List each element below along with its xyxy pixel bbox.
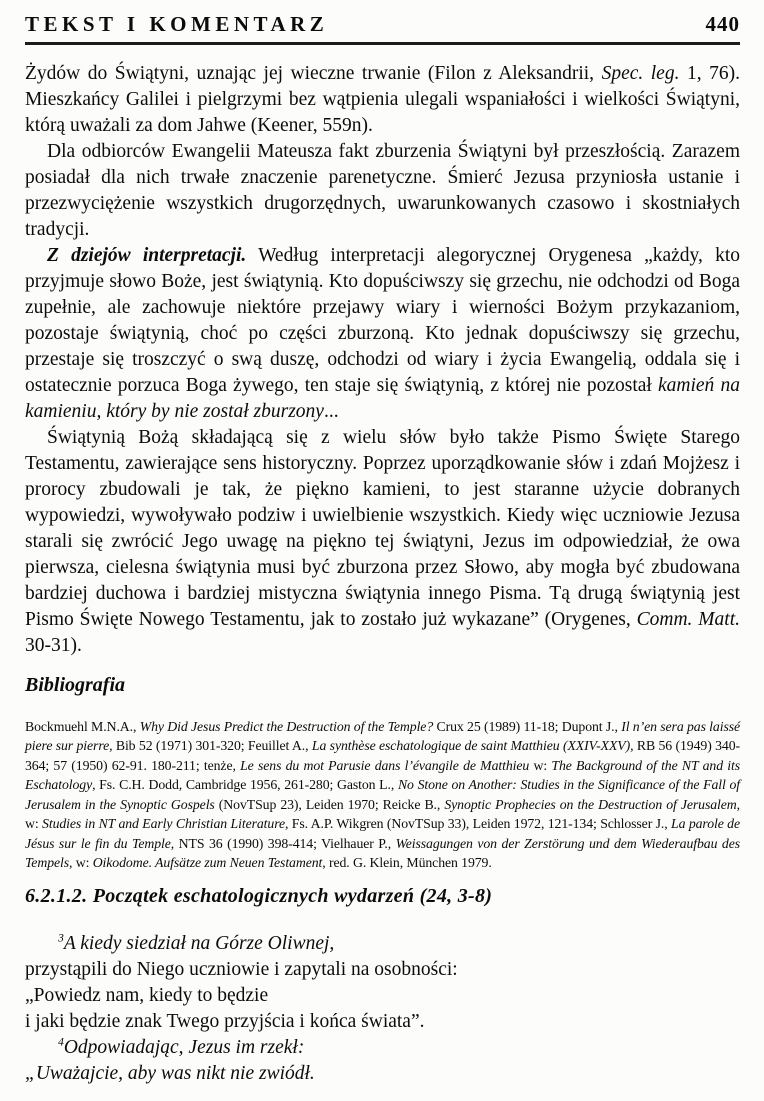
running-header — [25, 12, 740, 36]
commentary-paragraph: Żydów do Świątyni, uznając jej wieczne trwanie (Filon z Aleksandrii, Spec. leg. 1, 76). Mieszkańcy Galilei i pielgrzymi bez wątpienia ulegali wspaniałości i wielkości Świątyni, którą uważali za dom Jahwe (Keener, 559n). — [25, 62, 740, 136]
commentary-paragraph: Świątynią Bożą składającą się z wielu słów było także Pismo Święte Starego Testamentu, zawierające sens historyczny. Poprzez uporządkowanie słów i zdań Mojżesz i prorocy zbudowali je tak, że piękno kamieni, to jest staranne użycie dobranych wypowiedzi, wywoływało podziw i uwielbienie wszystkich. Kiedy więc uczniowie Jezusa starali się zwrócić Jego uwagę na piękno tej świątyni, Jezus im odpowiedział, że owa pierwsza, cielesna świątynia musi być zburzona przez Słowo, aby mogła być zbudowana bardziej duchowa i bardziej mistyczna świątynia innego Pisma. Tą drugą świątynią jest Pismo Święte Nowego Testamentu, jak to zostało już wykazane” (Orygenes, Comm. Matt. 30-31). — [25, 426, 741, 656]
verse-line: $^4$Odpowiadając, Jezus im rzekł: — [58, 1035, 305, 1058]
verse-line: „Powiedz nam, kiedy to będzie — [25, 984, 269, 1006]
commentary-body — [25, 61, 740, 659]
scripture-verses — [25, 931, 740, 1087]
verse-line: i jaki będzie znak Twego przyjścia i końca świata”. — [25, 1010, 425, 1032]
bibliography-heading: Bibliografia — [25, 673, 126, 696]
verse-line: $^3$A kiedy siedział na Górze Oliwnej, — [58, 931, 335, 954]
running-header-title: TEKST I KOMENTARZ — [25, 12, 329, 36]
commentary-paragraph: Dla odbiorców Ewangelii Mateusza fakt zburzenia Świątyni był przeszłością. Zarazem posiadał dla nich trwałe znaczenie parenetyczne. Śmierć Jezusa przyniosła ustanie i przezwyciężenie wszystkich drugorzędnych, uwarunkowanych czasowo i skostniałych tradycji. — [25, 140, 740, 240]
header-rule — [25, 42, 740, 45]
section-heading: 6.2.1.2. Początek eschatologicznych wydarzeń (24, 3-8) — [25, 884, 493, 907]
verse-line: przystąpili do Niego uczniowie i zapytali na osobności: — [25, 958, 458, 980]
bibliography-text: Bockmuehl M.N.A., Why Did Jesus Predict the Destruction of the Temple? Crux 25 (1989) 11-18; Dupont J., Il n’en sera pas laissé piere sur pierre, Bib 52 (1971) 301-320; Feuillet A., La synthèse eschatologique de saint Matthieu (XXIV-XXV), RB 56 (1949) 340-364; 57 (1950) 62-91. 180-211; tenże, Le sens du mot Parusie dans l’évangile de Matthieu w: The Background of the NT and its Eschatology, Fs. C.H. Dodd, Cambridge 1956, 261-280; Gaston L., No Stone on Another: Studies in the Significance of the Fall of Jerusalem in the Synoptic Gospels (NovTSup 23), Leiden 1970; Reicke B., Synoptic Prophecies on the Destruction of Jerusalem, w: Studies in NT and Early Christian Literature, Fs. A.P. Wikgren (NovTSup 33), Leiden 1972, 121-134; Schlosser J., La parole de Jésus sur le fin du Temple, NTS 36 (1990) 398-414; Vielhauer P., Weissagungen von der Zerstörung und dem Wiederaufbau des Tempels, w: Oikodome. Aufsätze zum Neuen Testament, red. G. Klein, München 1979. — [25, 718, 741, 870]
commentary-paragraph: Z dziejów interpretacji. Według interpretacji alegorycznej Orygenesa „każdy, kto przyjmuje słowo Boże, jest świątynią. Kto dopuściwszy się grzechu, nie odchodzi od Boga zupełnie, ale zachowuje niektóre przejawy wiary i wierności Bożym przykazaniom, pozostaje świątynią, choć po części zburzoną. Kto jednak dopuściwszy się grzechu, przestaje się troszczyć o swą duszę, odchodzi od wiary i życia Ewangelią, oddala się i ostatecznie porzuca Boga żywego, ten staje się świątynią, z której nie pozostał kamień na kamieniu, który by nie został zburzony... — [25, 244, 740, 422]
verse-line: „Uważajcie, aby was nikt nie zwiódł. — [25, 1062, 315, 1084]
page-number: 440 — [705, 12, 740, 36]
